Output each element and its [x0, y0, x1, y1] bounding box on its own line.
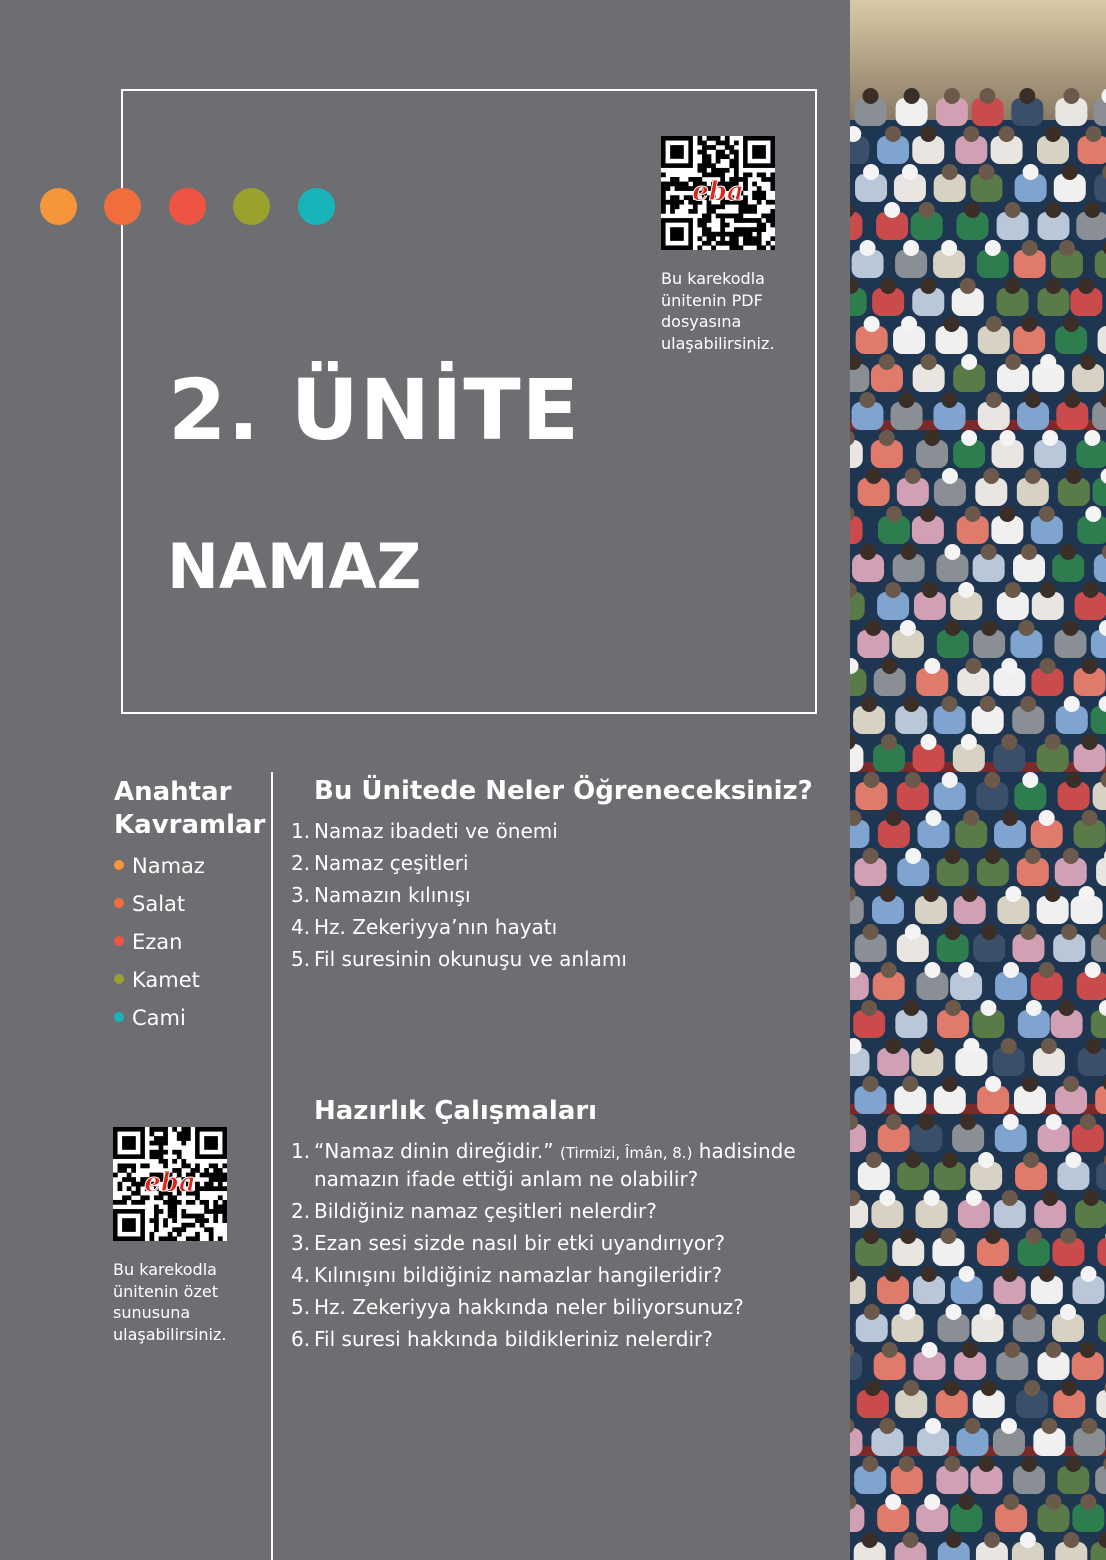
bullet-icon — [114, 974, 124, 984]
key-concepts-list — [114, 852, 205, 1042]
preparation-item: 5. Hz. Zekeriyya hakkında neler biliyorsunuz? — [291, 1295, 744, 1319]
unit-subtitle: NAMAZ — [167, 530, 422, 603]
learning-item: 3. Namazın kılınışı — [291, 883, 471, 907]
dot-coral — [104, 188, 141, 225]
dot-orange — [40, 188, 77, 225]
preparation-item: 6. Fil suresi hakkında bildikleriniz nelerdir? — [291, 1327, 713, 1351]
learning-item: 4. Hz. Zekeriyya’nın hayatı — [291, 915, 558, 939]
summary-qr-caption: Bu karekodla ünitenin özet sunusuna ulaşabilirsiniz. — [113, 1260, 227, 1344]
preparation-item: 4. Kılınışını bildiğiniz namazlar hangileridir? — [291, 1263, 723, 1287]
learning-item: 2. Namaz çeşitleri — [291, 851, 469, 875]
dot-teal — [298, 188, 335, 225]
bullet-icon — [114, 936, 124, 946]
key-concept-item: Namaz — [114, 852, 205, 890]
dot-olive — [233, 188, 270, 225]
learning-item: 5. Fil suresinin okunuşu ve anlamı — [291, 947, 627, 971]
mosque-prayer-photo — [850, 0, 1106, 1560]
preparation-title: Hazırlık Çalışmaları — [314, 1096, 598, 1126]
learning-title: Bu Ünitede Neler Öğreneceksiniz? — [314, 776, 813, 806]
key-concepts-title: Anahtar Kavramlar — [114, 777, 266, 840]
eba-logo: eba — [144, 1168, 196, 1198]
preparation-item: 1. “Namaz dinin direğidir.” (Tirmizi, Îmân, 8.) hadisinde namazın ifade ettiği anlam ne olabilir? — [291, 1139, 796, 1191]
preparation-item: 2. Bildiğiniz namaz çeşitleri nelerdir? — [291, 1199, 657, 1223]
unit-title: 2. ÜNİTE — [168, 361, 581, 459]
preparation-list — [291, 1138, 796, 1358]
key-concept-item: Cami — [114, 1004, 205, 1042]
learning-list — [291, 818, 627, 978]
key-concept-item: Kamet — [114, 966, 205, 1004]
bullet-icon — [114, 860, 124, 870]
preparation-item: 3. Ezan sesi sizde nasıl bir etki uyandırıyor? — [291, 1231, 725, 1255]
bullet-icon — [114, 1012, 124, 1022]
pdf-qr-caption: Bu karekodla ünitenin PDF dosyasına ulaşabilirsiniz. — [661, 269, 775, 353]
learning-item: 1. Namaz ibadeti ve önemi — [291, 819, 558, 843]
key-concept-item: Ezan — [114, 928, 205, 966]
hadith-citation: (Tirmizi, Îmân, 8.) — [560, 1144, 693, 1162]
key-concept-item: Salat — [114, 890, 205, 928]
summary-qr-code[interactable] — [113, 1127, 227, 1241]
dot-red — [169, 188, 206, 225]
pdf-qr-code[interactable] — [661, 136, 775, 250]
eba-logo: eba — [692, 177, 744, 207]
bullet-icon — [114, 898, 124, 908]
column-divider — [271, 772, 273, 1560]
